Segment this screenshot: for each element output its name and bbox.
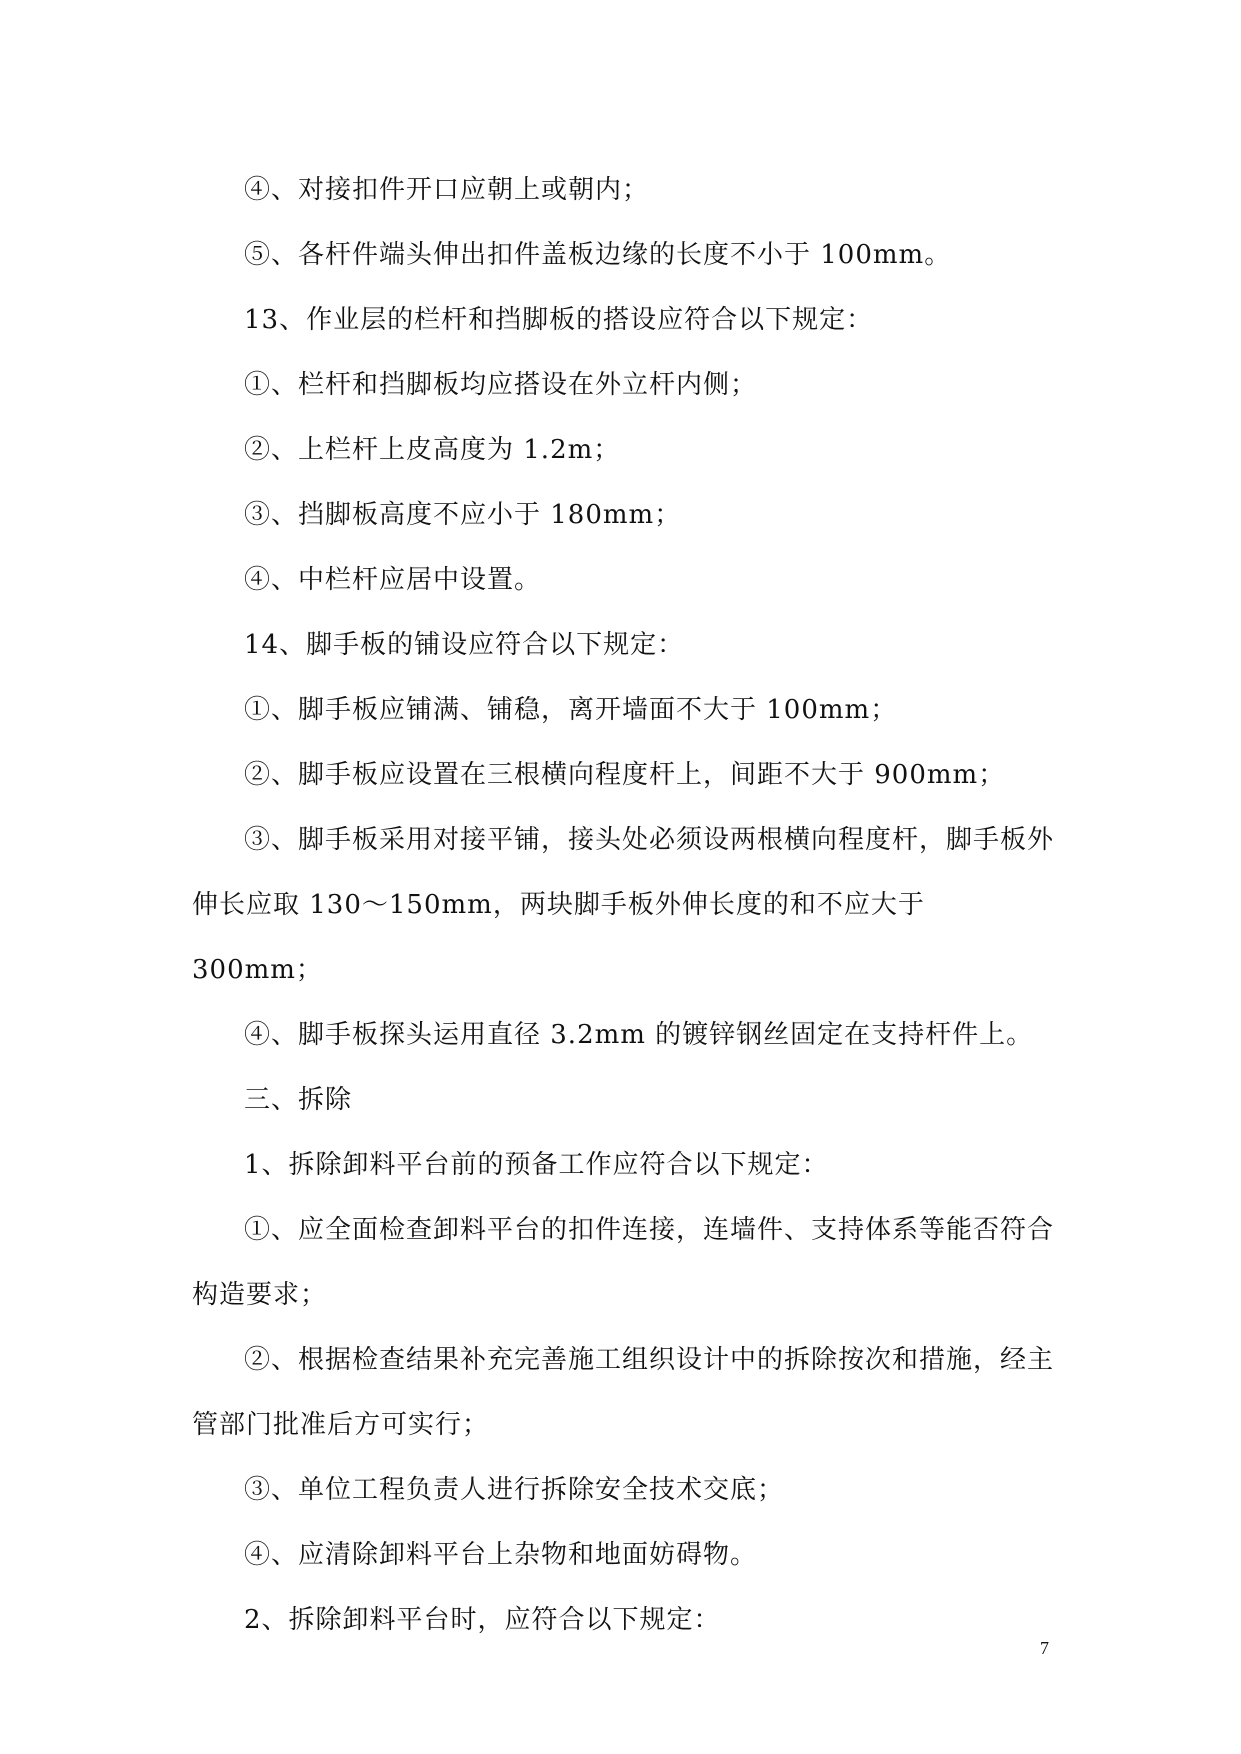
paragraph: ⑤、各杆件端头伸出扣件盖板边缘的长度不小于 100mm。 <box>244 240 952 270</box>
paragraph: ③、单位工程负责人进行拆除安全技术交底； <box>244 1475 785 1505</box>
paragraph: 13、作业层的栏杆和挡脚板的搭设应符合以下规定： <box>244 305 874 335</box>
paragraph: 1、拆除卸料平台前的预备工作应符合以下规定： <box>244 1150 829 1180</box>
body-text <box>192 158 1062 1653</box>
paragraph: ③、脚手板采用对接平铺，接头处必须设两根横向程度杆，脚手板外伸长应取 130～150mm，两块脚手板外伸长度的和不应大于 300mm； <box>192 825 1055 985</box>
paragraph: ④、中栏杆应居中设置。 <box>244 565 542 595</box>
paragraph: ①、栏杆和挡脚板均应搭设在外立杆内侧； <box>244 370 758 400</box>
paragraph: ④、应清除卸料平台上杂物和地面妨碍物。 <box>244 1540 758 1570</box>
paragraph: ③、挡脚板高度不应小于 180mm； <box>244 500 682 530</box>
paragraph: 2、拆除卸料平台时，应符合以下规定： <box>244 1605 721 1635</box>
paragraph: ②、上栏杆上皮高度为 1.2m； <box>244 435 621 465</box>
paragraph: ②、根据检查结果补充完善施工组织设计中的拆除按次和措施，经主管部门批准后方可实行； <box>192 1345 1055 1440</box>
paragraph: ④、脚手板探头运用直径 3.2mm 的镀锌钢丝固定在支持杆件上。 <box>244 1020 1034 1050</box>
section-heading: 三、拆除 <box>244 1085 353 1115</box>
paragraph: 14、脚手板的铺设应符合以下规定： <box>244 630 685 660</box>
paragraph: ④、对接扣件开口应朝上或朝内； <box>244 175 650 205</box>
page-number: 7 <box>1040 1638 1049 1658</box>
paragraph: ②、脚手板应设置在三根横向程度杆上，间距不大于 900mm； <box>244 760 1006 790</box>
paragraph: ①、脚手板应铺满、铺稳，离开墙面不大于 100mm； <box>244 695 898 725</box>
paragraph: ①、应全面检查卸料平台的扣件连接，连墙件、支持体系等能否符合构造要求； <box>192 1215 1055 1310</box>
